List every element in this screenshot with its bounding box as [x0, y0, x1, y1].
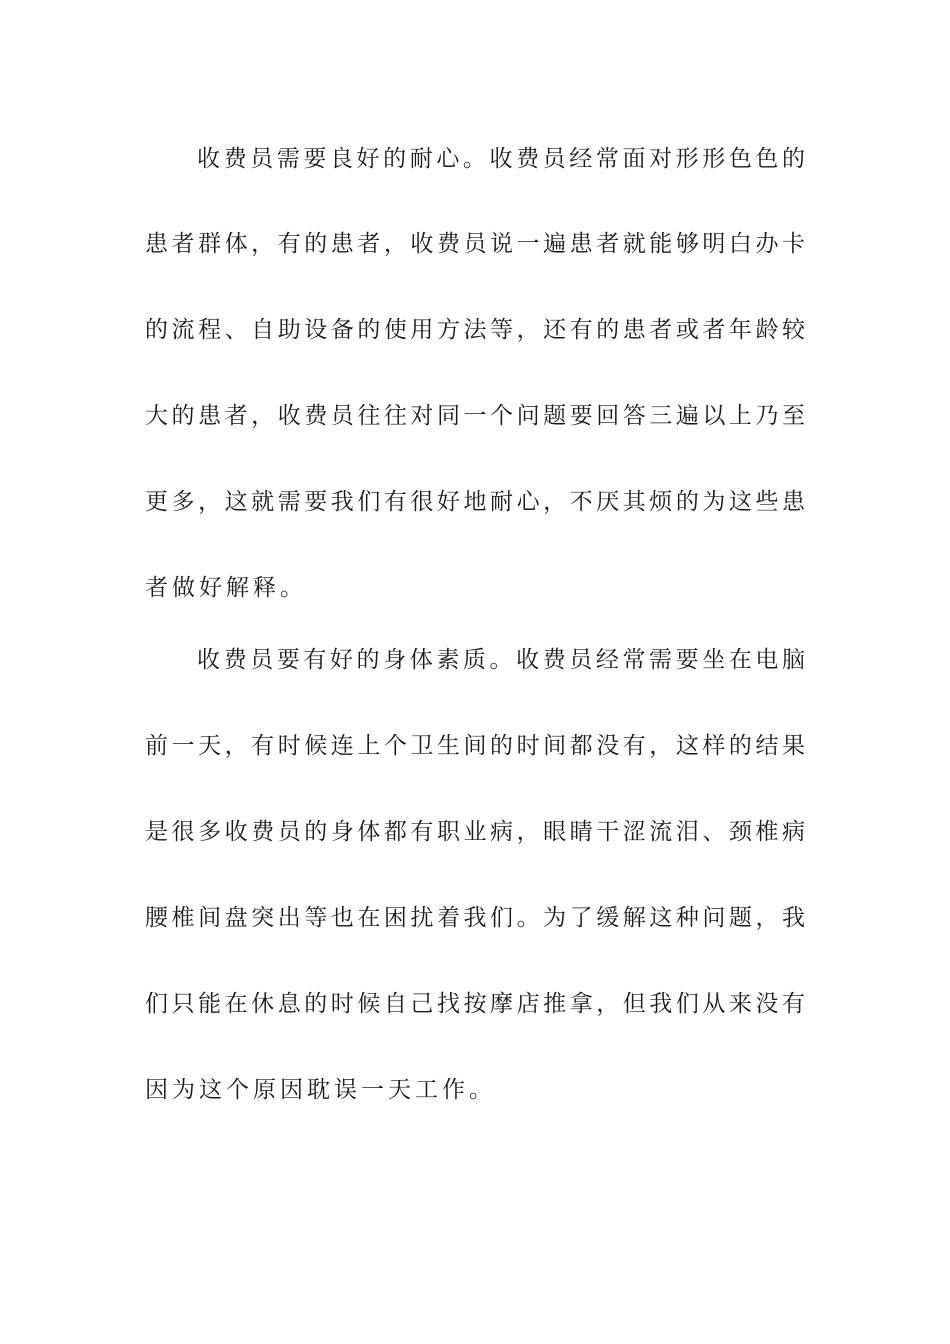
paragraph-line: 患者群体，有的患者，收费员说一遍患者就能够明白办卡: [145, 231, 805, 257]
paragraph-line: 前一天，有时候连上个卫生间的时间都没有，这样的结果: [145, 733, 805, 759]
paragraph-line: 是很多收费员的身体都有职业病，眼睛干涩流泪、颈椎病: [145, 819, 805, 845]
paragraph-line: 们只能在休息的时候自己找按摩店推拿，但我们从来没有: [145, 991, 805, 1017]
paragraph-line: 的流程、自助设备的使用方法等，还有的患者或者年龄较: [145, 317, 805, 343]
paragraph-line: 腰椎间盘突出等也在困扰着我们。为了缓解这种问题，我: [145, 905, 805, 931]
paragraph-line: 大的患者，收费员往往对同一个问题要回答三遍以上乃至: [145, 403, 805, 429]
paragraph-line: 更多，这就需要我们有很好地耐心，不厌其烦的为这些患: [145, 489, 805, 515]
paragraph-line: 收费员需要良好的耐心。收费员经常面对形形色色的: [197, 146, 805, 172]
paragraph-line: 收费员要有好的身体素质。收费员经常需要坐在电脑: [197, 647, 805, 673]
paragraph-line: 因为这个原因耽误一天工作。: [145, 1077, 496, 1103]
paragraph-line: 者做好解释。: [145, 575, 307, 601]
